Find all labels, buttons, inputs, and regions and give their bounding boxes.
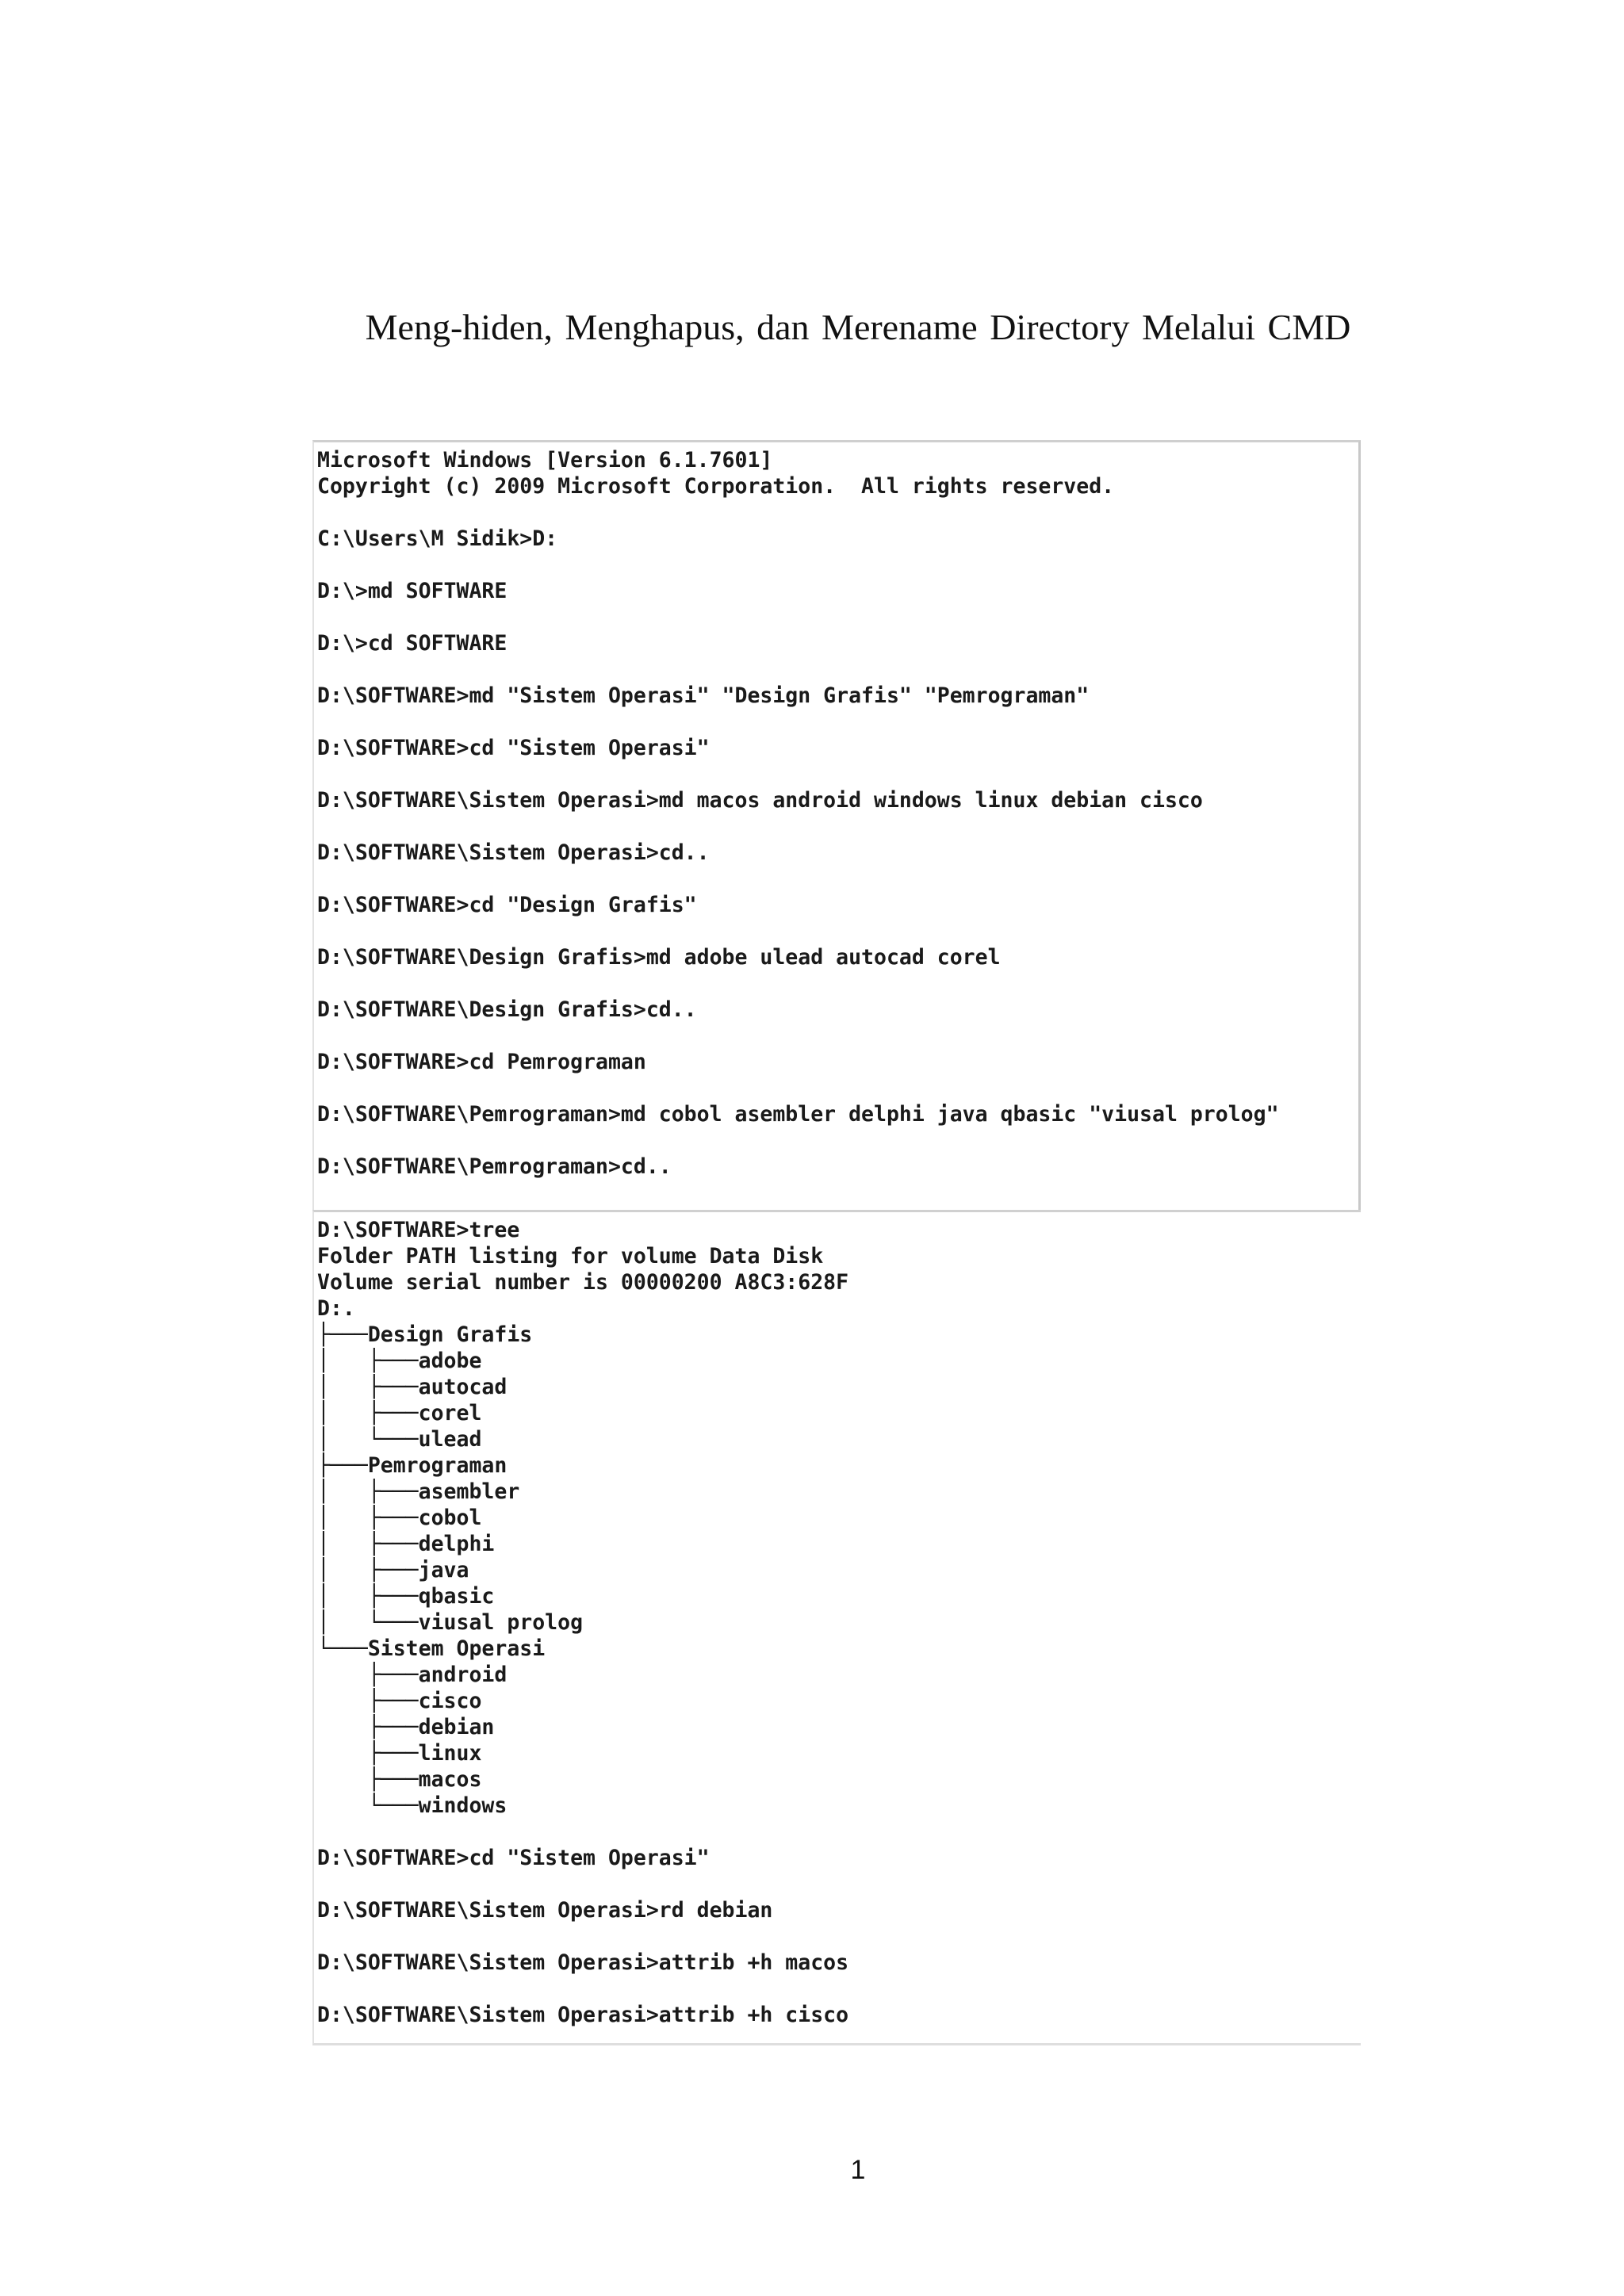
terminal-line: D:\SOFTWARE>tree [317, 1218, 520, 1242]
tree-line: │ ├───asembler [317, 1479, 520, 1504]
terminal-blank-line [317, 1023, 1358, 1049]
terminal-blank-line [317, 1976, 1361, 2002]
terminal-blank-line [317, 1075, 1358, 1101]
page-number: 1 [850, 2155, 866, 2185]
terminal-line: D:\SOFTWARE\Pemrograman>cd.. [317, 1154, 672, 1179]
tree-line: │ └───viusal prolog [317, 1610, 584, 1635]
terminal-line: D:\SOFTWARE>cd "Sistem Operasi" [317, 1846, 710, 1870]
terminal-blank-line [317, 604, 1358, 630]
tree-line: ├───debian [317, 1715, 495, 1739]
terminal-blank-line [317, 918, 1358, 944]
terminal-blank-line [317, 866, 1358, 892]
terminal-line: D:. [317, 1296, 355, 1321]
terminal-line: D:\SOFTWARE\Sistem Operasi>md macos android windows linux debian cisco [317, 788, 1203, 813]
terminal-line: D:\SOFTWARE\Pemrograman>md cobol asembler delphi java qbasic "viusal prolog" [317, 1102, 1279, 1127]
terminal-line: D:\SOFTWARE>cd Pemrograman [317, 1050, 646, 1074]
tree-line: ├───linux [317, 1741, 482, 1766]
terminal-blank-line [317, 970, 1358, 997]
terminal-line: D:\SOFTWARE\Design Grafis>md adobe ulead autocad corel [317, 945, 1001, 970]
terminal-line: C:\Users\M Sidik>D: [317, 526, 558, 551]
tree-line: │ ├───adobe [317, 1349, 482, 1373]
terminal-blank-line [317, 709, 1358, 735]
tree-line: ├───macos [317, 1767, 482, 1792]
terminal-line: Copyright (c) 2009 Microsoft Corporation. All rights reserved. [317, 474, 1115, 499]
tree-line: ├───Design Grafis [317, 1322, 533, 1347]
tree-line: └───Sistem Operasi [317, 1636, 546, 1661]
terminal-line: D:\>cd SOFTWARE [317, 631, 508, 656]
tree-line: │ ├───autocad [317, 1375, 508, 1399]
terminal-line: Microsoft Windows [Version 6.1.7601] [317, 448, 773, 473]
tree-line: │ └───ulead [317, 1427, 482, 1452]
tree-line: ├───cisco [317, 1689, 482, 1713]
terminal-line: D:\SOFTWARE>md "Sistem Operasi" "Design Grafis" "Pemrograman" [317, 683, 1090, 708]
terminal-line: D:\SOFTWARE\Design Grafis>cd.. [317, 997, 697, 1022]
tree-line: ├───android [317, 1663, 508, 1687]
cmd-screenshot-bottom [312, 1210, 1361, 2045]
terminal-blank-line [317, 761, 1358, 787]
terminal-blank-line [317, 656, 1358, 683]
tree-line: │ ├───java [317, 1558, 469, 1582]
terminal-line: D:\>md SOFTWARE [317, 579, 508, 603]
terminal-line: D:\SOFTWARE\Sistem Operasi>attrib +h macos [317, 1950, 849, 1975]
terminal-blank-line [317, 1871, 1361, 1897]
terminal-line: D:\SOFTWARE\Sistem Operasi>attrib +h cisco [317, 2003, 849, 2027]
terminal-blank-line [317, 1819, 1361, 1845]
tree-line: │ ├───delphi [317, 1532, 495, 1556]
tree-line: │ ├───qbasic [317, 1584, 495, 1609]
tree-line: ├───Pemrograman [317, 1453, 508, 1478]
terminal-line: D:\SOFTWARE>cd "Sistem Operasi" [317, 736, 710, 760]
terminal-line: D:\SOFTWARE>cd "Design Grafis" [317, 893, 697, 917]
terminal-blank-line [317, 1923, 1361, 1950]
terminal-line: Folder PATH listing for volume Data Disk [317, 1244, 824, 1269]
tree-line: └───windows [317, 1793, 508, 1818]
tree-line: │ ├───cobol [317, 1506, 482, 1530]
terminal-line: D:\SOFTWARE\Sistem Operasi>cd.. [317, 840, 710, 865]
terminal-blank-line [317, 552, 1358, 578]
terminal-blank-line [317, 499, 1358, 526]
terminal-blank-line [317, 1127, 1358, 1154]
page-title: Meng-hiden, Menghapus, dan Merename Directory Melalui CMD [365, 307, 1351, 347]
terminal-line: D:\SOFTWARE\Sistem Operasi>rd debian [317, 1898, 773, 1923]
terminal-blank-line [317, 813, 1358, 840]
cmd-screenshot-top [312, 440, 1361, 1233]
terminal-line: Volume serial number is 00000200 A8C3:628F [317, 1270, 849, 1295]
tree-line: │ ├───corel [317, 1401, 482, 1425]
